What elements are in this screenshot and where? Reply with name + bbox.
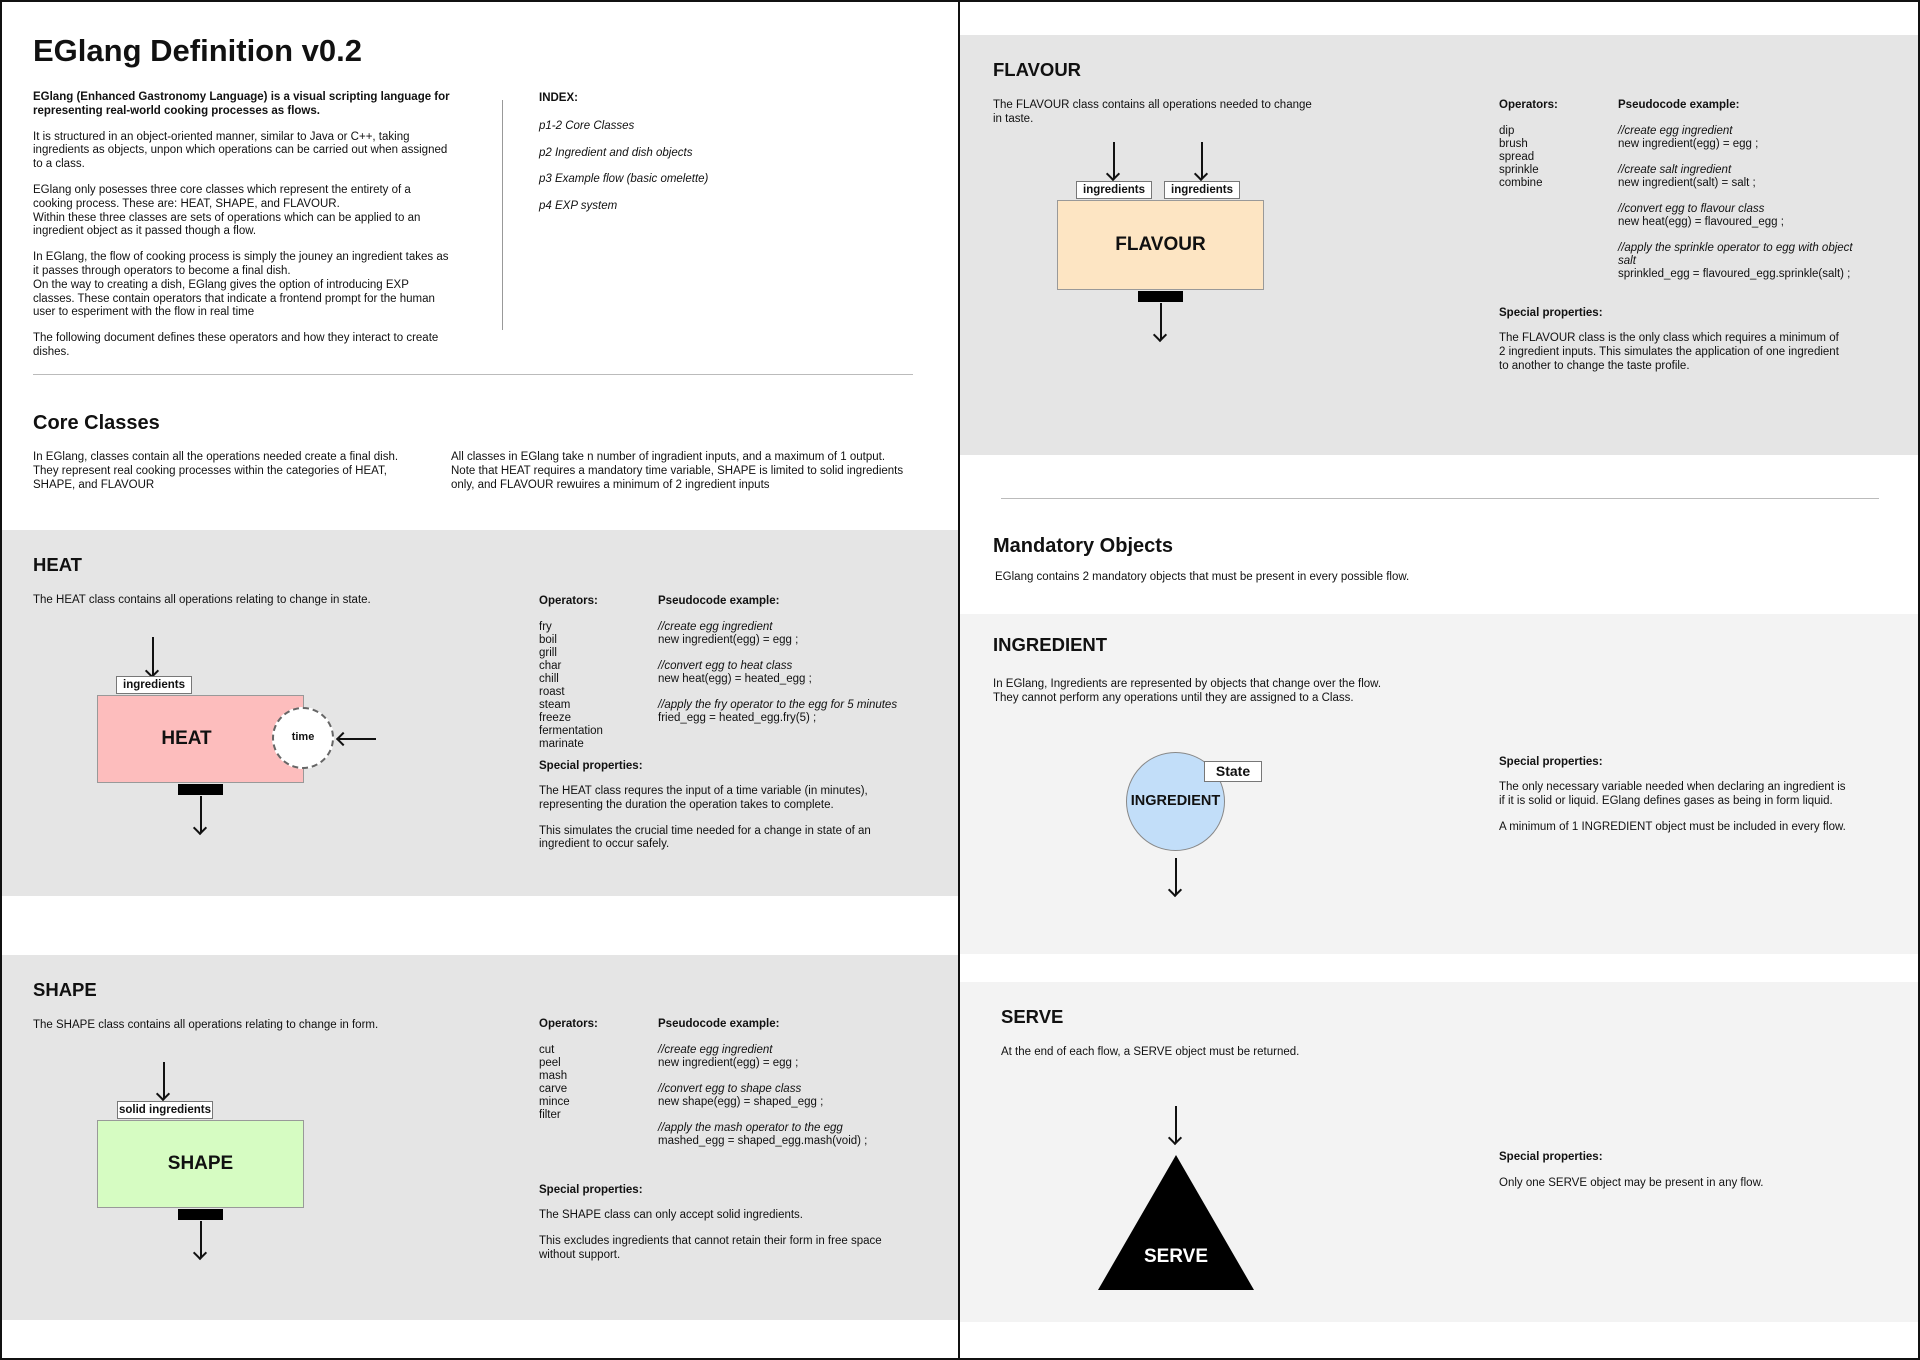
intro-text <box>33 91 453 372</box>
intro-p4: The following document defines these operators and how they interact to create dishes. <box>33 332 439 358</box>
index-item[interactable]: p3 Example flow (basic omelette) <box>539 173 709 186</box>
code-comment: salt <box>1618 255 1636 267</box>
ingredient-title: INGREDIENT <box>993 634 1108 655</box>
operator-item: carve <box>539 1083 568 1095</box>
code-line: new ingredient(salt) = salt ; <box>1618 177 1756 189</box>
operator-item: grill <box>539 647 557 659</box>
intro-p3b: On the way to creating a dish, EGlang gives the option of introducing EXP classes. These contain operators that indicate a frontend prompt for the human user to esperiment with the flow in real time <box>33 278 435 319</box>
operator-item: fermentation <box>539 725 603 737</box>
intro-p2b: Within these three classes are sets of operations which can be applied to an ingredient object as it passed though a flow. <box>33 211 421 238</box>
code-comment: //apply the sprinkle operator to egg with object <box>1618 242 1853 254</box>
ingredients-tag: ingredients <box>116 676 192 694</box>
time-dial-icon[interactable] <box>272 707 334 769</box>
input-arrow-icon <box>163 1062 165 1098</box>
output-arrow-icon <box>200 796 202 832</box>
ingredient-section <box>960 614 1920 954</box>
heat-box-label: HEAT <box>161 727 212 749</box>
serve-shape-label: SERVE <box>1143 1246 1209 1267</box>
output-arrow-icon <box>1175 858 1177 894</box>
flavour-special: The FLAVOUR class is the only class which requires a minimum of 2 ingredient inputs. This simulates the application of one ingredient to another to change the taste profile. <box>1499 332 1839 372</box>
heat-special <box>539 785 879 864</box>
operators-heading: Operators: <box>1499 99 1558 111</box>
code-comment: //convert egg to flavour class <box>1618 203 1765 215</box>
flavour-class-box[interactable] <box>1057 200 1264 290</box>
code-line: fried_egg = heated_egg.fry(5) ; <box>658 712 817 724</box>
section-divider <box>33 374 913 375</box>
code-line: new ingredient(egg) = egg ; <box>658 1057 799 1069</box>
code-comment: //apply the mash operator to the egg <box>658 1122 843 1134</box>
heat-section <box>2 530 960 896</box>
operator-item: sprinkle <box>1499 164 1539 176</box>
input-arrow-icon <box>1175 1106 1177 1142</box>
section-divider <box>1001 498 1879 499</box>
operator-item: brush <box>1499 138 1528 150</box>
serve-description: At the end of each flow, a SERVE object must be returned. <box>1001 1046 1300 1058</box>
index-item[interactable]: p2 Ingredient and dish objects <box>539 146 693 159</box>
index-item[interactable]: p1-2 Core Classes <box>539 119 635 132</box>
pseudocode-heading: Pseudocode example: <box>658 1018 780 1030</box>
intro-p3: In EGlang, the flow of cooking process is simply the jouney an ingredient takes as it passes through operators to become a final dish. <box>33 251 449 277</box>
code-comment: //create egg ingredient <box>658 621 773 633</box>
code-line: new ingredient(egg) = egg ; <box>658 634 799 646</box>
operator-item: cut <box>539 1044 555 1056</box>
mandatory-objects-heading: Mandatory Objects <box>993 535 1174 557</box>
shape-special-2: This excludes ingredients that cannot retain their form in free space without support. <box>539 1234 882 1261</box>
shape-operators <box>539 1044 570 1122</box>
code-line: sprinkled_egg = flavoured_egg.sprinkle(salt) ; <box>1618 268 1851 280</box>
intro-p1: It is structured in an object-oriented manner, similar to Java or C++, taking ingredients as objects, unpon which operations can be carried out when assigned to a class. <box>33 130 448 171</box>
solid-ingredients-tag: solid ingredients <box>117 1101 213 1119</box>
input-arrow-icon <box>1201 142 1203 178</box>
mandatory-description: EGlang contains 2 mandatory objects that must be present in every possible flow. <box>995 571 1410 583</box>
operator-item: boil <box>539 634 557 646</box>
code-line: new heat(egg) = flavoured_egg ; <box>1618 216 1784 228</box>
ingredient-desc-1: In EGlang, Ingredients are represented by objects that change over the flow. <box>993 678 1382 690</box>
flavour-code <box>1618 125 1853 281</box>
operator-item: freeze <box>539 712 571 724</box>
shape-code <box>658 1044 867 1148</box>
pseudocode-heading: Pseudocode example: <box>658 595 780 607</box>
heat-special-2: This simulates the crucial time needed for a change in state of an ingredient to occur safely. <box>539 824 871 851</box>
flavour-title: FLAVOUR <box>993 59 1082 80</box>
code-line: new heat(egg) = heated_egg ; <box>658 673 812 685</box>
output-port <box>1138 291 1183 302</box>
heat-title: HEAT <box>33 554 82 575</box>
special-heading: Special properties: <box>1499 756 1603 768</box>
operator-item: combine <box>1499 177 1543 189</box>
ingredient-special-1: The only necessary variable needed when declaring an ingredient is if it is solid or liquid. EGlang defines gases as being in form liquid. <box>1499 781 1846 807</box>
heat-operators <box>539 621 603 751</box>
document-title: EGlang Definition v0.2 <box>33 33 362 68</box>
flavour-section <box>960 35 1920 455</box>
special-heading: Special properties: <box>1499 307 1603 319</box>
time-label: time <box>291 731 315 744</box>
shape-section <box>2 955 960 1320</box>
output-arrow-icon <box>1160 303 1162 339</box>
ingredient-description <box>993 678 1381 706</box>
serve-title: SERVE <box>1001 1006 1064 1027</box>
pseudocode-heading: Pseudocode example: <box>1618 99 1740 111</box>
time-arrow-icon <box>339 738 376 740</box>
heat-special-1: The HEAT class requres the input of a time variable (in minutes), representing the duration the operation takes to complete. <box>539 785 868 811</box>
special-heading: Special properties: <box>539 760 643 772</box>
core-classes-heading: Core Classes <box>33 412 160 434</box>
operator-item: mince <box>539 1096 570 1108</box>
special-heading: Special properties: <box>539 1184 643 1196</box>
shape-class-box[interactable] <box>97 1120 304 1208</box>
page-2 <box>958 0 1920 1360</box>
serve-special: Only one SERVE object may be present in any flow. <box>1499 1177 1764 1189</box>
intro-bold: EGlang (Enhanced Gastronomy Language) is a visual scripting language for representing real-world cooking processes as flows. <box>33 91 450 117</box>
code-comment: //create egg ingredient <box>658 1044 773 1056</box>
input-arrow-icon <box>152 637 154 675</box>
index-item[interactable]: p4 EXP system <box>539 200 618 213</box>
ingredients-tag: ingredients <box>1076 181 1152 199</box>
ingredient-special-2: A minimum of 1 INGREDIENT object must be included in every flow. <box>1499 820 1846 833</box>
index-title: INDEX: <box>539 92 578 104</box>
operator-item: steam <box>539 699 571 711</box>
operator-item: mash <box>539 1070 568 1082</box>
flavour-operators <box>1499 125 1542 190</box>
output-port <box>178 784 223 795</box>
core-left-text: In EGlang, classes contain all the operations needed create a final dish. They represent real cooking processes within the categories of HEAT, SHAPE, and FLAVOUR <box>33 451 399 491</box>
code-comment: //convert egg to shape class <box>658 1083 802 1095</box>
operator-item: char <box>539 660 562 672</box>
intro-p2: EGlang only posesses three core classes which represent the entirety of a cooking process. These are: HEAT, SHAPE, and FLAVOUR. <box>33 183 411 210</box>
core-right-text: All classes in EGlang take n number of ingradient inputs, and a maximum of 1 output. Note that HEAT requires a mandatory time variable, SHAPE is limited to solid ingredients only, and FLAVOUR rewuires a minimum of 2 ingredient inputs <box>451 451 904 491</box>
state-tag: State <box>1204 761 1262 782</box>
output-arrow-icon <box>200 1221 202 1257</box>
code-comment: //create egg ingredient <box>1618 125 1733 137</box>
operator-item: dip <box>1499 125 1515 137</box>
code-line: new ingredient(egg) = egg ; <box>1618 138 1759 150</box>
serve-section <box>960 982 1920 1322</box>
intro-divider <box>502 100 503 330</box>
heat-description: The HEAT class contains all operations relating to change in state. <box>33 594 371 606</box>
shape-box-label: SHAPE <box>167 1152 234 1174</box>
input-arrow-icon <box>1113 142 1115 178</box>
ingredient-desc-2: They cannot perform any operations until they are assigned to a Class. <box>993 691 1354 704</box>
operator-item: peel <box>539 1057 561 1069</box>
shape-special-1: The SHAPE class can only accept solid ingredients. <box>539 1209 803 1221</box>
code-comment: //create salt ingredient <box>1618 164 1732 176</box>
operators-heading: Operators: <box>539 1018 598 1030</box>
code-line: new shape(egg) = shaped_egg ; <box>658 1096 824 1108</box>
shape-description: The SHAPE class contains all operations relating to change in form. <box>33 1019 379 1031</box>
ingredients-tag: ingredients <box>1164 181 1240 199</box>
ingredient-circle-label: INGREDIENT <box>1130 792 1221 809</box>
code-comment: //apply the fry operator to the egg for 5 minutes <box>658 699 898 711</box>
code-comment: //convert egg to heat class <box>658 660 793 672</box>
operator-item: spread <box>1499 151 1535 163</box>
flavour-description: The FLAVOUR class contains all operations needed to change in taste. <box>993 99 1312 125</box>
special-heading: Special properties: <box>1499 1151 1603 1163</box>
flavour-box-label: FLAVOUR <box>1115 233 1206 255</box>
ingredient-special <box>1499 781 1854 846</box>
operator-item: marinate <box>539 738 584 750</box>
shape-title: SHAPE <box>33 979 97 1000</box>
code-line: mashed_egg = shaped_egg.mash(void) ; <box>658 1135 868 1147</box>
operator-item: filter <box>539 1109 561 1121</box>
operators-heading: Operators: <box>539 595 598 607</box>
index <box>539 92 789 214</box>
shape-special <box>539 1209 894 1274</box>
heat-code <box>658 621 897 725</box>
operator-item: chill <box>539 673 559 685</box>
output-port <box>178 1209 223 1220</box>
operator-item: roast <box>539 686 565 698</box>
operator-item: fry <box>539 621 552 633</box>
serve-object-triangle[interactable] <box>1098 1155 1255 1291</box>
